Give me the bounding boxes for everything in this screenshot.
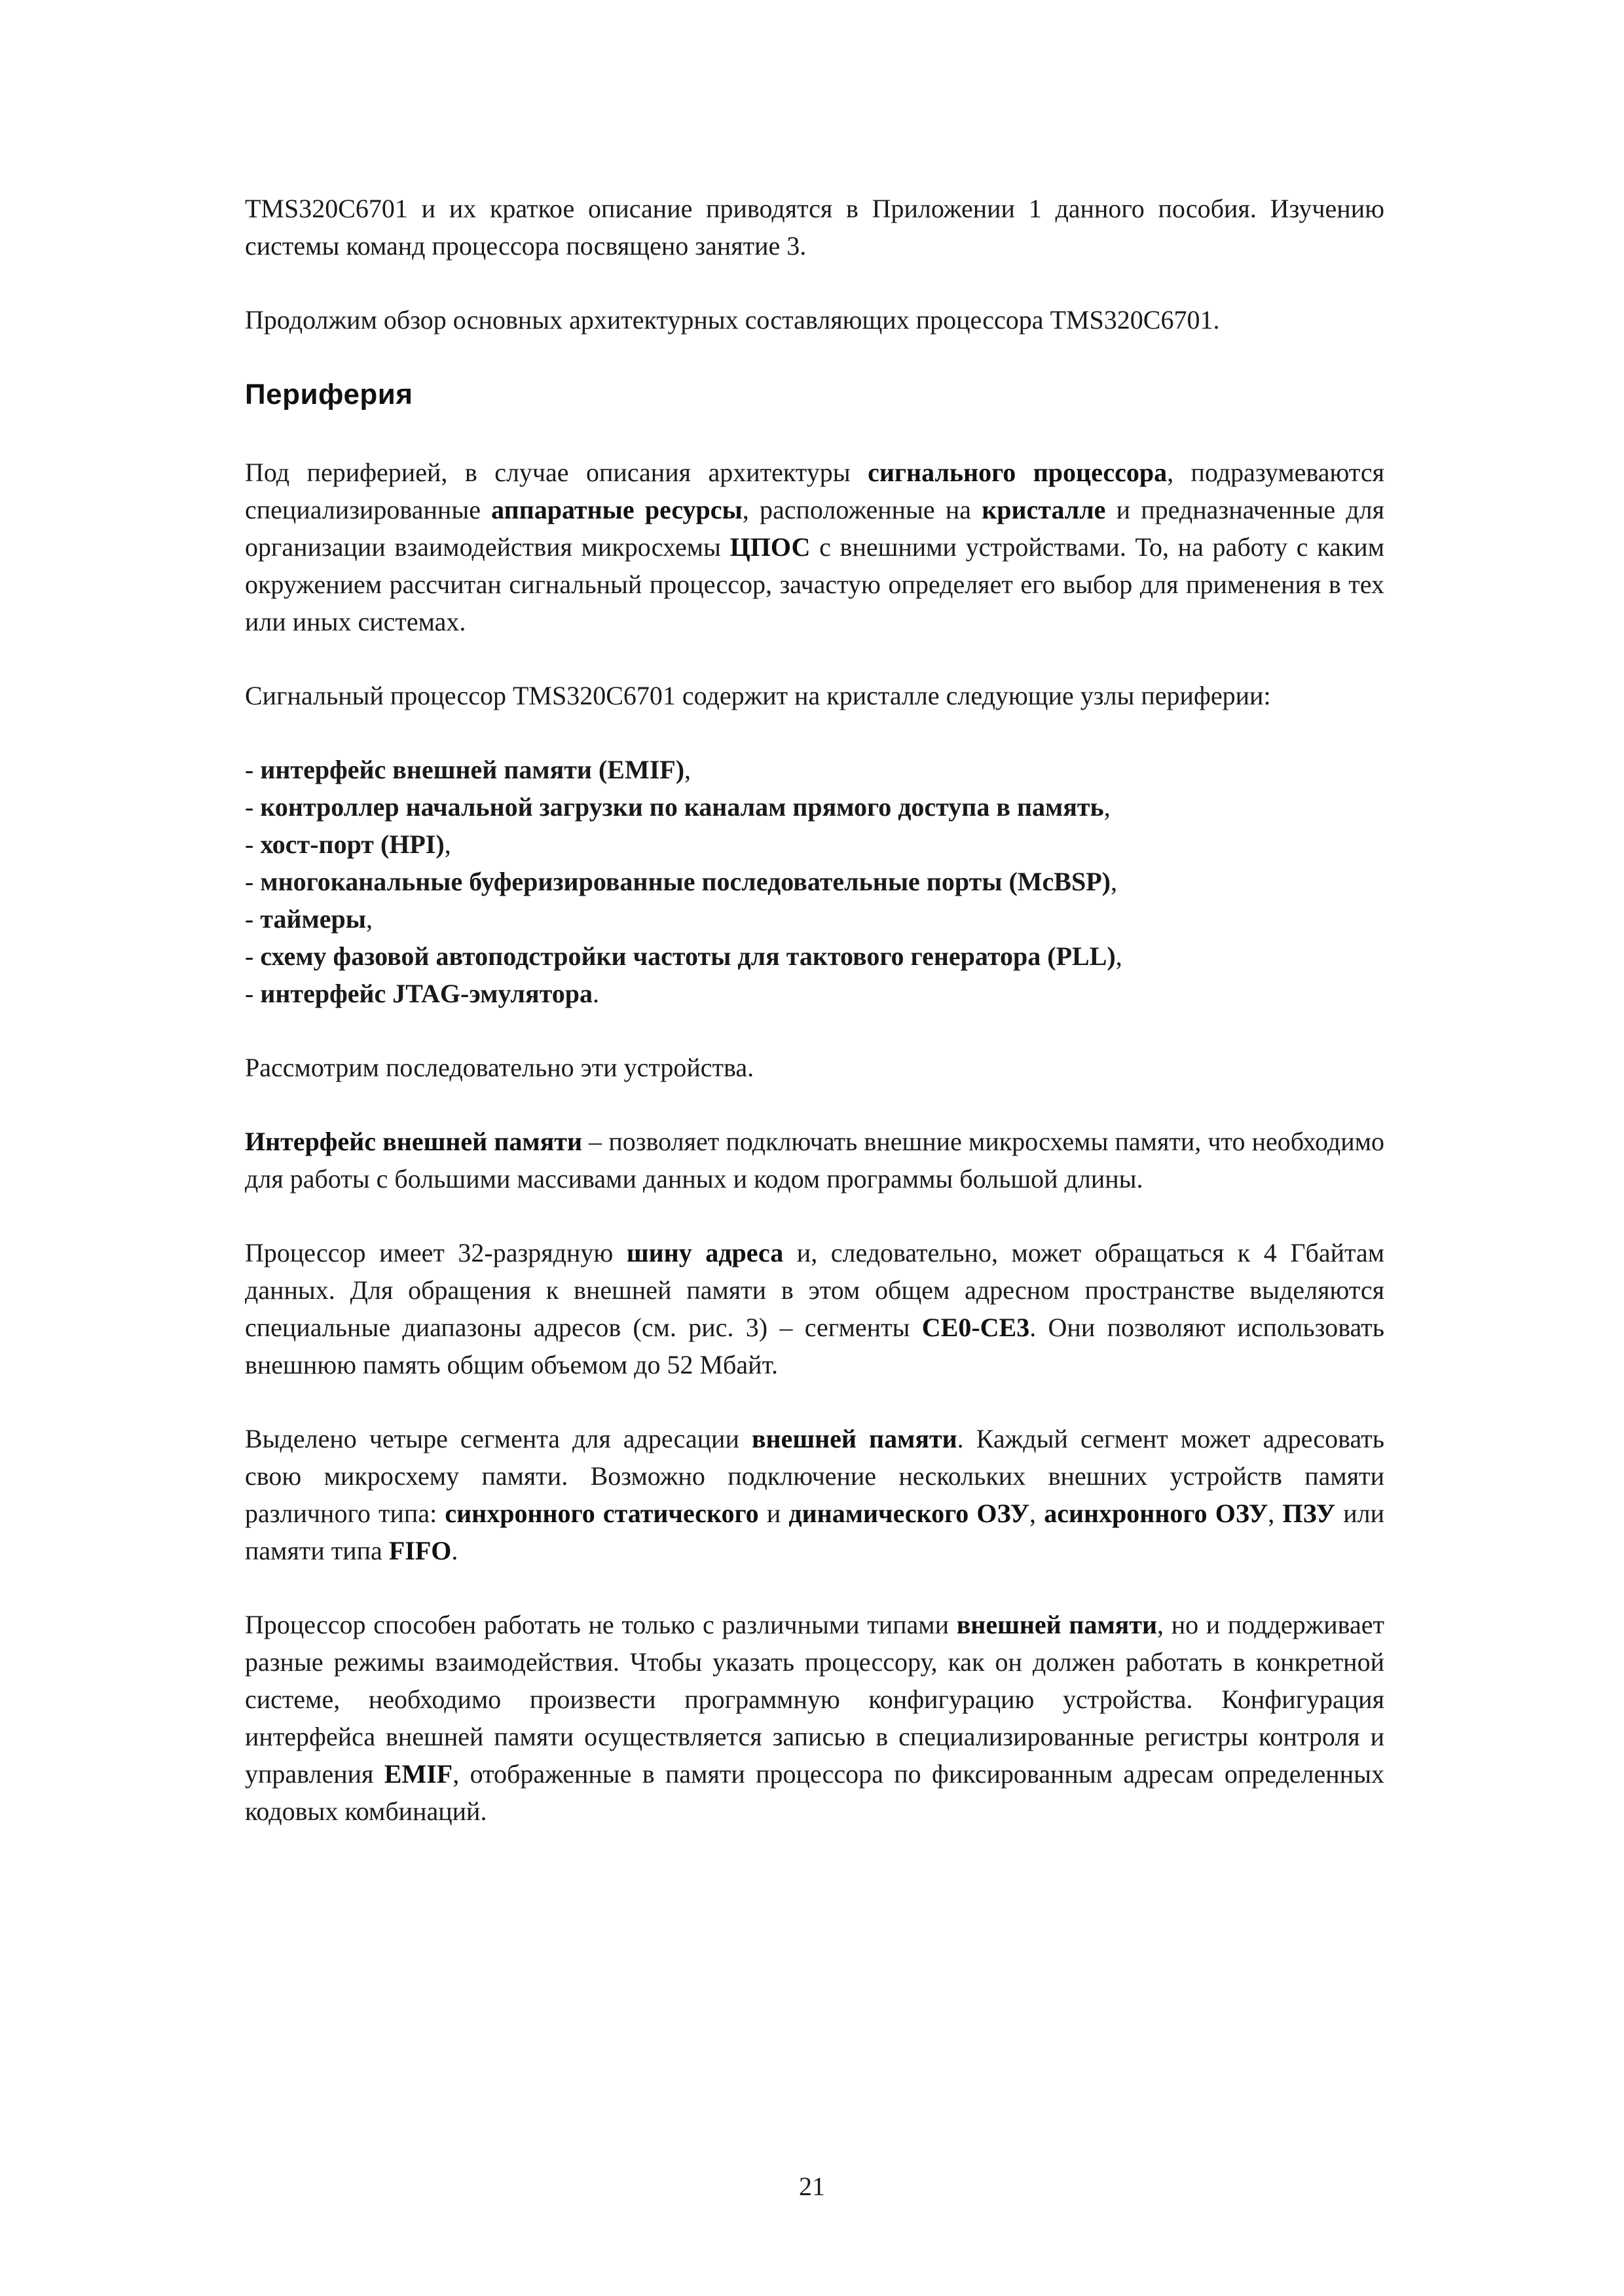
- list-punct: ,: [1103, 792, 1111, 822]
- bold-term: ПЗУ: [1282, 1499, 1336, 1528]
- list-dash: -: [245, 867, 261, 896]
- bold-term: асинхронного ОЗУ: [1044, 1499, 1268, 1528]
- bold-term: аппаратные ресурсы: [491, 495, 743, 524]
- bold-term: FIFO: [388, 1536, 452, 1565]
- list-dash: -: [245, 755, 261, 784]
- list-item-term: контроллер начальной загрузки по каналам прямого доступа в память: [260, 792, 1104, 822]
- list-punct: ,: [684, 755, 692, 784]
- bold-term: кристалле: [982, 495, 1106, 524]
- bold-term: внешней памяти: [751, 1424, 957, 1453]
- list-item: [245, 900, 1384, 938]
- text-run: , подразумеваются специализированные: [245, 458, 1384, 524]
- list-item: [245, 938, 1384, 975]
- list-item: [245, 788, 1384, 826]
- intro-paragraph-2: Продолжим обзор основных архитектурных составляющих процессора TMS320C6701.: [245, 305, 1220, 335]
- configuration-paragraph: [245, 1606, 1384, 1830]
- list-item-term: таймеры: [260, 904, 366, 934]
- list-item: [245, 863, 1384, 900]
- bold-term: синхронного статического: [445, 1499, 759, 1528]
- list-punct: .: [592, 979, 599, 1008]
- list-item-term: многоканальные буферизированные последовательные порты (McBSP): [260, 867, 1111, 896]
- bold-term: CE0-CE3: [921, 1313, 1030, 1342]
- text-run: ,: [1268, 1499, 1283, 1528]
- list-item-term: хост-порт (HPI): [260, 829, 445, 859]
- text-run: Под периферией, в случае описания архитектуры: [245, 458, 868, 487]
- page-number: 21: [799, 2172, 825, 2201]
- list-item-term: интерфейс JTAG-эмулятора: [260, 979, 593, 1008]
- text-run: Выделено четыре сегмента для адресации: [245, 1424, 752, 1453]
- bold-term: Интерфейс внешней памяти: [245, 1127, 582, 1156]
- text-run: , но и поддерживает разные режимы взаимодействия. Чтобы указать процессору, как он должен работать в конкретной системе, необходимо произвести программную конфигурацию устройства. Конфигурация интерфейса внешней памяти осуществляется записью в специализированные регистры контроля и управления: [245, 1610, 1385, 1789]
- list-item: [245, 751, 1384, 788]
- list-punct: ,: [1110, 867, 1117, 896]
- text-run: – позволяет подключать внешние микросхемы памяти, что необходимо для работы с большими массивами данных и кодом программы большой длины.: [245, 1127, 1384, 1194]
- list-intro-paragraph: Сигнальный процессор TMS320C6701 содержит на кристалле следующие узлы периферии:: [245, 681, 1271, 710]
- peripheral-list: [245, 751, 1384, 1012]
- text-run: .: [451, 1536, 458, 1565]
- peripheral-definition-paragraph: [245, 454, 1384, 640]
- list-item: [245, 826, 1384, 863]
- text-run: и: [758, 1499, 789, 1528]
- consider-paragraph: Рассмотрим последовательно эти устройства.: [245, 1053, 754, 1082]
- list-item-term: схему фазовой автоподстройки частоты для тактового генератора (PLL): [260, 941, 1116, 971]
- text-run: . Они позволяют использовать внешнюю память общим объемом до 52 Мбайт.: [245, 1313, 1384, 1379]
- text-run: и, следовательно, может обращаться к 4 Гбайтам данных. Для обращения к внешней памяти в этом общем адресном пространстве выделяются специальные диапазоны адресов (см. рис. 3) – сегменты: [245, 1238, 1385, 1342]
- list-punct: ,: [444, 829, 451, 859]
- bold-term: ЦПОС: [729, 532, 811, 562]
- bold-term: шину адреса: [626, 1238, 784, 1267]
- bold-term: динамического ОЗУ: [788, 1499, 1030, 1528]
- list-dash: -: [245, 792, 261, 822]
- address-bus-paragraph: [245, 1234, 1384, 1383]
- text-run: Процессор способен работать не только с различными типами: [245, 1610, 957, 1639]
- emif-paragraph: [245, 1123, 1384, 1197]
- text-run: Процессор имеет 32-разрядную: [245, 1238, 627, 1267]
- text-run: ,: [1029, 1499, 1044, 1528]
- bold-term: внешней памяти: [956, 1610, 1158, 1639]
- text-run: и предназначенные для организации взаимодействия микросхемы: [245, 495, 1384, 562]
- bold-term: EMIF: [384, 1759, 453, 1789]
- text-run: , отображенные в памяти процессора по фиксированным адресам определенных кодовых комбинаций.: [245, 1759, 1384, 1826]
- section-heading: Периферия: [245, 378, 413, 410]
- segments-paragraph: [245, 1420, 1384, 1569]
- text-run: , расположенные на: [742, 495, 982, 524]
- text-run: . Каждый сегмент может адресовать свою микросхему памяти. Возможно подключение нескольких внешних устройств памяти различного типа:: [245, 1424, 1384, 1528]
- list-punct: ,: [366, 904, 373, 934]
- list-dash: -: [245, 941, 261, 971]
- list-dash: -: [245, 829, 261, 859]
- list-dash: -: [245, 904, 261, 934]
- list-dash: -: [245, 979, 261, 1008]
- list-item-term: интерфейс внешней памяти (EMIF): [260, 755, 685, 784]
- text-run: или памяти типа: [245, 1499, 1384, 1565]
- page-content: [245, 190, 1384, 1867]
- text-run: с внешними устройствами. То, на работу с каким окружением рассчитан сигнальный процессор, зачастую определяет его выбор для применения в тех или иных системах.: [245, 532, 1385, 636]
- list-punct: ,: [1115, 941, 1122, 971]
- bold-term: сигнального процессора: [868, 458, 1168, 487]
- intro-paragraph-1: TMS320C6701 и их краткое описание приводятся в Приложении 1 данного пособия. Изучению системы команд процессора посвящено занятие 3.: [245, 194, 1384, 261]
- list-item: [245, 975, 1384, 1012]
